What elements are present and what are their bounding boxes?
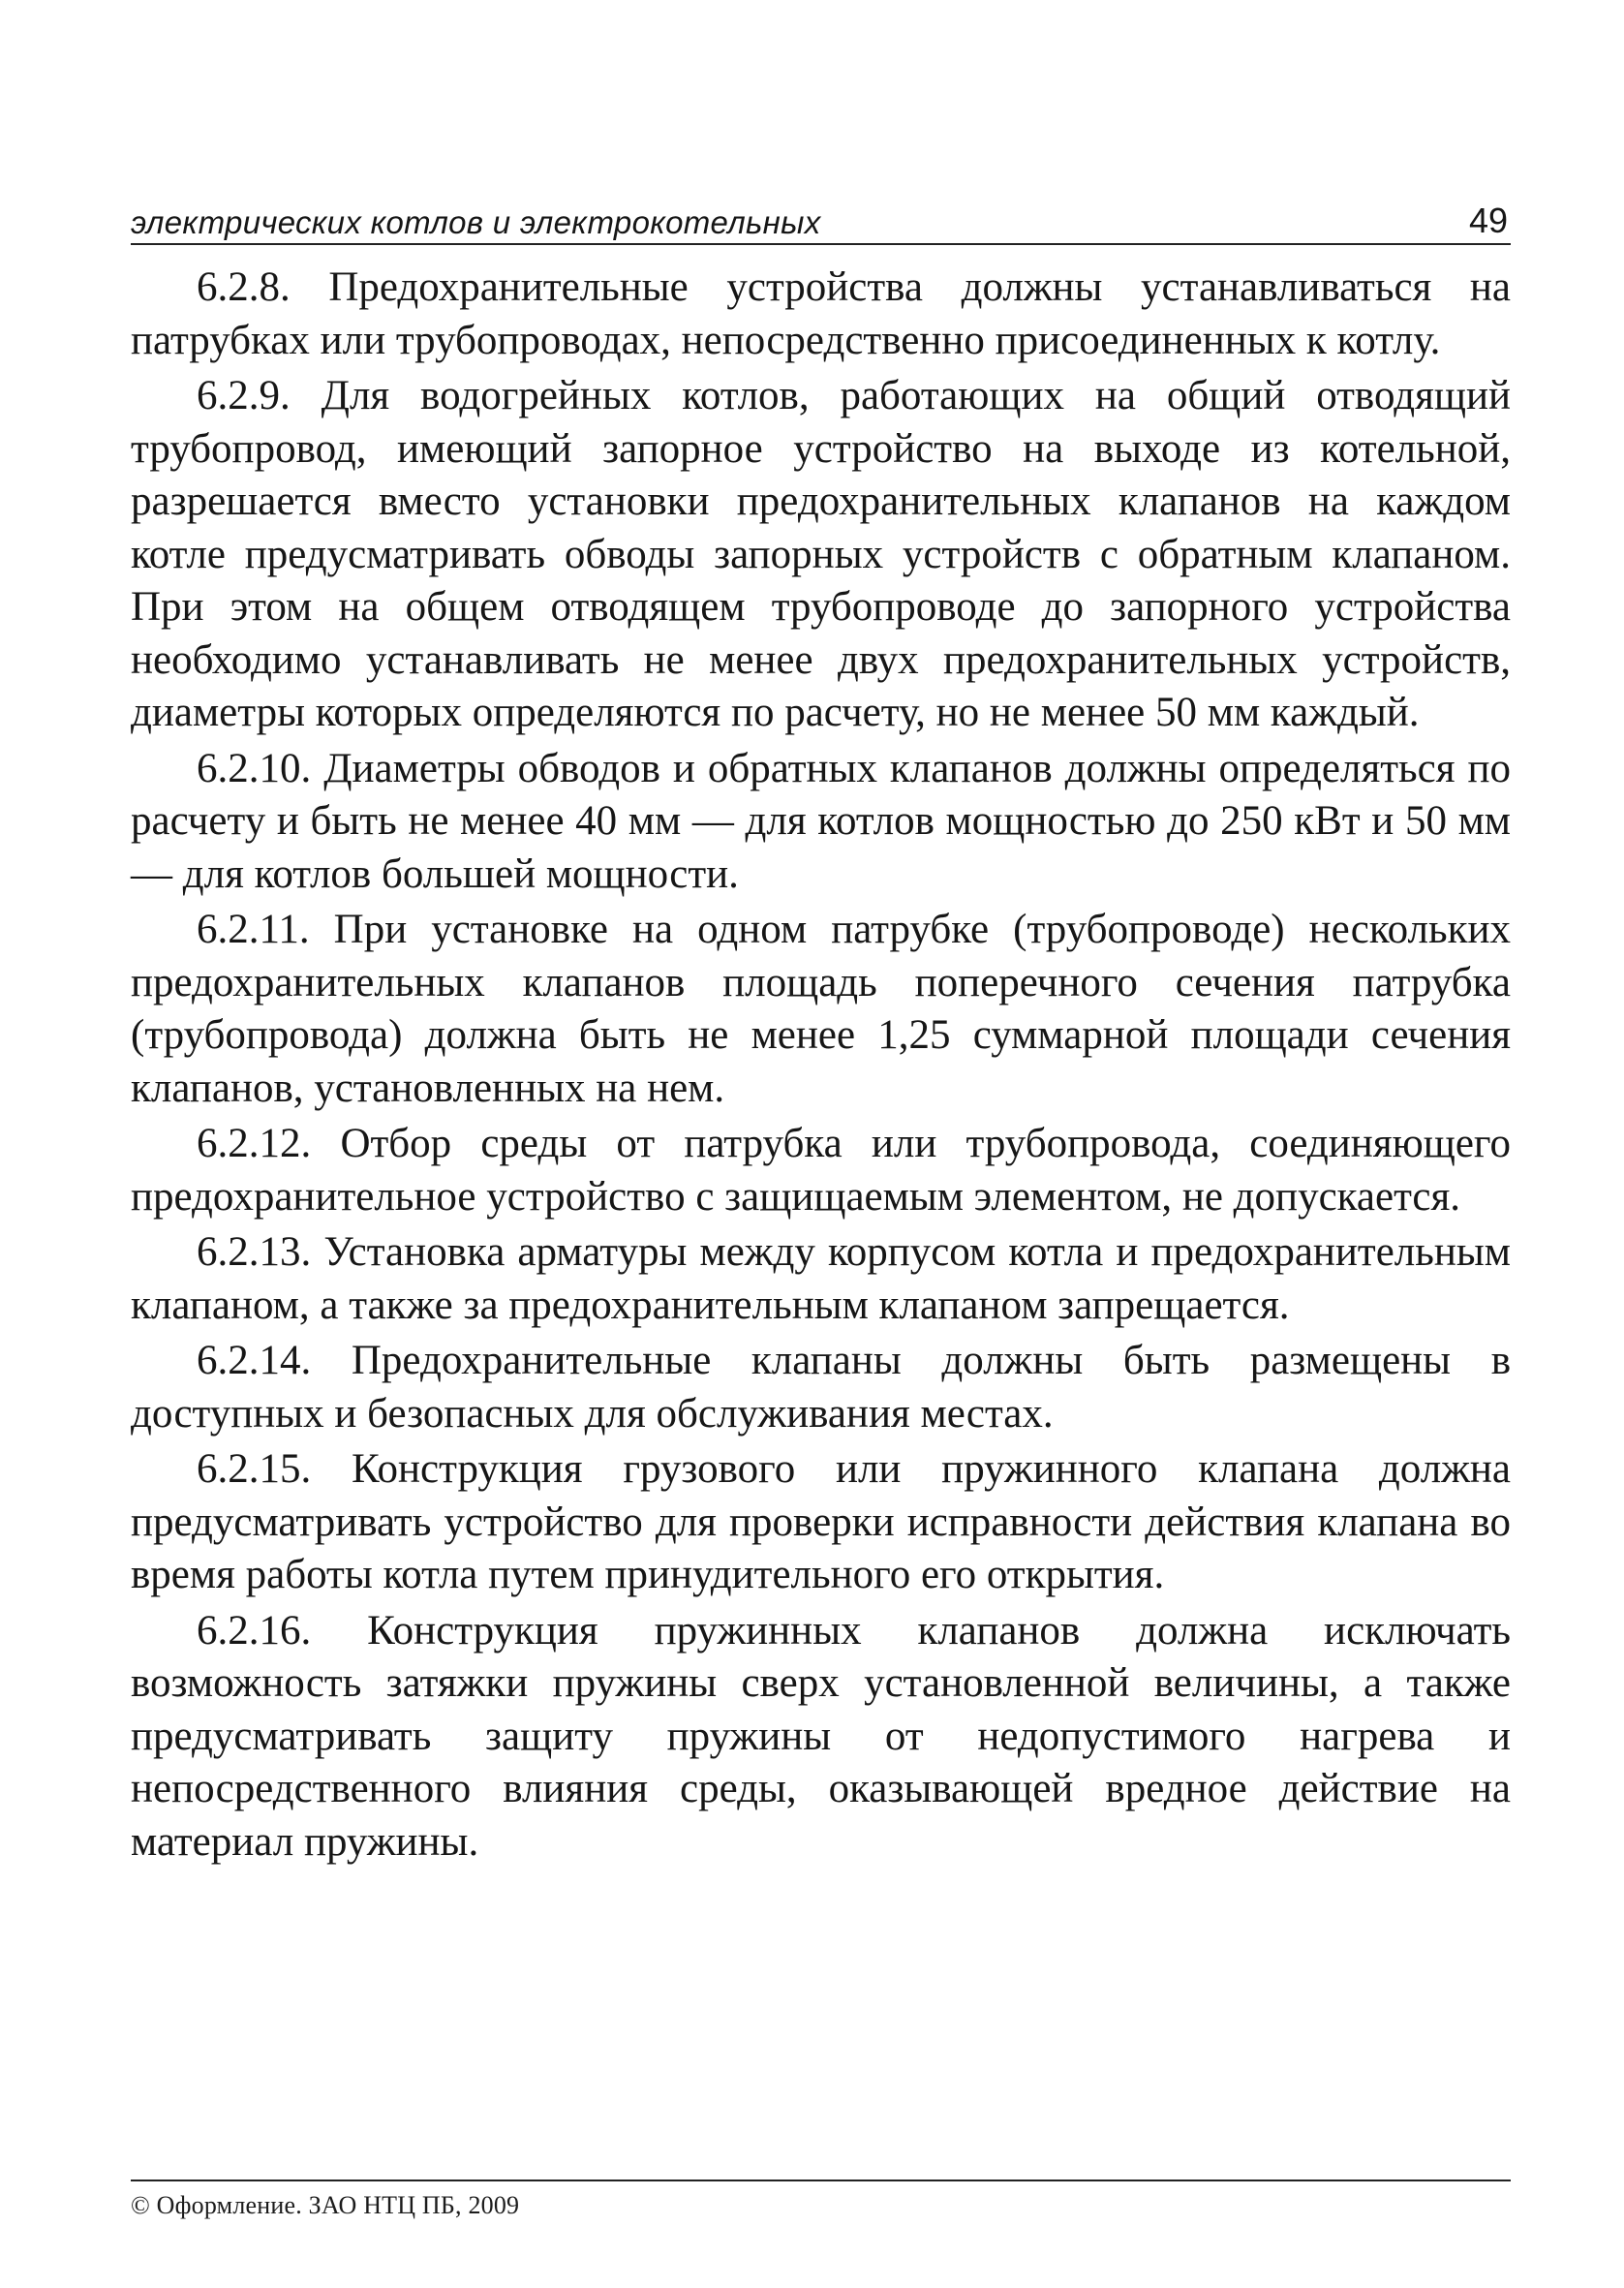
paragraph-6-2-14: 6.2.14. Предохранительные клапаны должны быть размещены в доступных и безопасных для обслуживания местах. [131,1338,1511,1437]
paragraph-6-2-9: 6.2.9. Для водогрейных котлов, работающих на общий отводящий трубопровод, имеющий запорное устройство на выходе из котельной, разрешается вместо установки предохранительных клапанов на каждом котле предусматривать обводы запорных устройств с обратным клапаном. При этом на общем отводящем трубопроводе до запорного устройства необходимо устанавливать не менее двух предохранительных устройств, диаметры которых определяются по расчету, но не менее 50 мм каждый. [131,373,1511,735]
footer-divider [131,2180,1511,2181]
paragraph-6-2-12: 6.2.12. Отбор среды от патрубка или трубопровода, соединяющего предохранительное устройство с защищаемым элементом, не допускается. [131,1121,1511,1220]
paragraph-6-2-11: 6.2.11. При установке на одном патрубке (трубопроводе) нескольких предохранительных клапанов площадь поперечного сечения патрубка (трубопровода) должна быть не менее 1,25 суммарной площади сечения клапанов, установленных на нем. [131,907,1511,1111]
copyright-note: © Оформление. ЗАО НТЦ ПБ, 2009 [131,2191,520,2219]
running-title: электрических котлов и электрокотельных [131,204,821,240]
paragraph-6-2-15: 6.2.15. Конструкция грузового или пружинного клапана должна предусматривать устройство для проверки исправности действия клапана во время работы котла путем принудительного его открытия. [131,1446,1511,1597]
paragraph-6-2-16: 6.2.16. Конструкция пружинных клапанов должна исключать возможность затяжки пружины сверх установленной величины, а также предусматривать защиту пружины от недопустимого нагрева и непосредственного влияния среды, оказывающей вредное действие на материал пружины. [131,1607,1511,1865]
paragraph-6-2-8: 6.2.8. Предохранительные устройства должны устанавливаться на патрубках или трубопроводах, непосредственно присоединенных к котлу. [131,264,1511,363]
paragraph-6-2-10: 6.2.10. Диаметры обводов и обратных клапанов должны определяться по расчету и быть не менее 40 мм — для котлов мощностью до 250 кВт и 50 мм — для котлов большей мощности. [131,745,1511,897]
running-header [131,197,1511,245]
paragraph-6-2-13: 6.2.13. Установка арматуры между корпусом котла и предохранительным клапаном, а также за предохранительным клапаном запрещается. [131,1229,1511,1328]
page-number: 49 [1468,201,1508,240]
body-text [131,262,1511,1871]
